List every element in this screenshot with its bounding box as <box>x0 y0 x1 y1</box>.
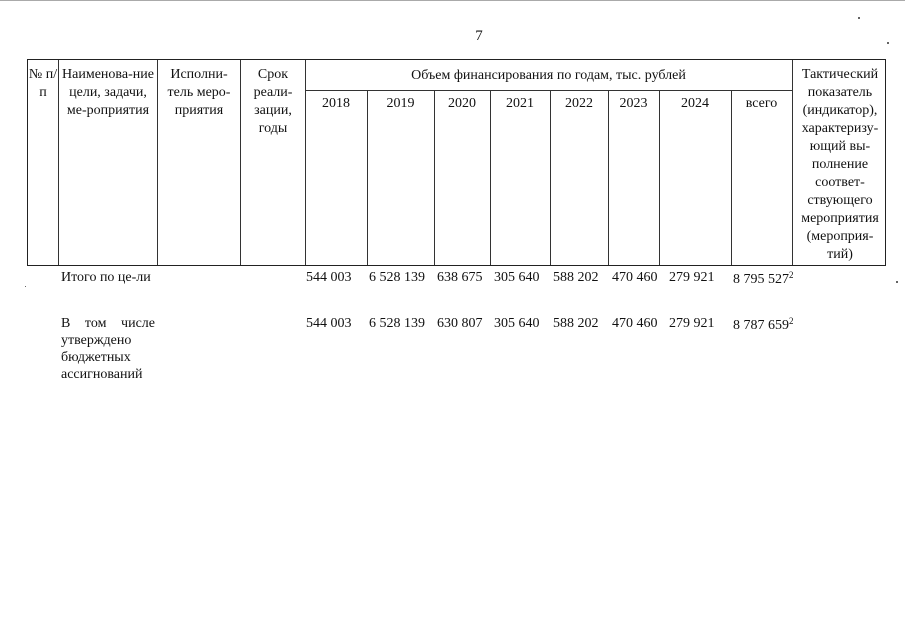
scan-speck <box>896 281 898 283</box>
header-term: Срок реали-зации, годы <box>253 67 293 136</box>
row-approved-value-2019: 6 528 139 <box>369 316 425 331</box>
column-divider <box>434 90 435 265</box>
row-total-value-2024: 279 921 <box>669 270 715 285</box>
column-divider <box>157 60 158 265</box>
row-approved-value-2024: 279 921 <box>669 316 715 331</box>
header-num: № п/п <box>28 67 58 100</box>
header-name: Наименова-ние цели, задачи, ме-роприятия <box>62 67 154 118</box>
funding-subheader-divider <box>305 90 792 91</box>
footnote-marker: 2 <box>789 270 794 280</box>
row-total-value-2018: 544 003 <box>306 270 352 285</box>
row-approved-value-2022: 588 202 <box>553 316 599 331</box>
column-divider <box>367 90 368 265</box>
scan-speck <box>25 286 26 287</box>
column-divider <box>490 90 491 265</box>
row-total-value-2022: 588 202 <box>553 270 599 285</box>
year-2023: 2023 <box>619 96 648 111</box>
column-divider <box>550 90 551 265</box>
scan-speck <box>887 42 889 44</box>
scan-edge-line <box>0 0 905 1</box>
row-approved-label: В том числе утверждено бюджетных ассигнований <box>61 316 155 382</box>
row-approved-value-2021: 305 640 <box>494 316 540 331</box>
row-approved-value-all <box>733 316 794 334</box>
year-2022: 2022 <box>565 96 593 111</box>
year-2018: 2018 <box>322 96 350 111</box>
header-funding: Объем финансирования по годам, тыс. рублей <box>411 68 686 83</box>
header-executor: Исполни-тель меро-приятия <box>167 67 231 118</box>
row-approved-value-2018: 544 003 <box>306 316 352 331</box>
row-total-value-2021: 305 640 <box>494 270 540 285</box>
year-2024: 2024 <box>681 96 709 111</box>
row-approved-value-2020: 630 807 <box>437 316 483 331</box>
column-divider <box>731 90 732 265</box>
row-approved-value-all-number: 8 787 659 <box>733 318 789 333</box>
footnote-marker: 2 <box>789 316 794 326</box>
row-total-label: Итого по це-ли <box>61 270 151 285</box>
row-total-value-all <box>733 270 794 288</box>
row-total-value-all-number: 8 795 527 <box>733 272 789 287</box>
header-indicator: Тактический показатель (индикатор), характеризу-ющий вы-полнение соответ-ствующего мероприятия (мероприя-тий) <box>801 67 879 262</box>
column-divider <box>58 60 59 265</box>
year-total: всего <box>745 96 778 111</box>
column-divider <box>240 60 241 265</box>
year-2020: 2020 <box>448 96 476 111</box>
year-2021: 2021 <box>506 96 534 111</box>
scan-speck <box>858 17 860 19</box>
row-total-value-2020: 638 675 <box>437 270 483 285</box>
column-divider <box>608 90 609 265</box>
row-approved-value-2023: 470 460 <box>612 316 658 331</box>
column-divider <box>659 90 660 265</box>
row-total-value-2019: 6 528 139 <box>369 270 425 285</box>
financing-table-header <box>27 59 886 266</box>
page-number: 7 <box>475 28 483 44</box>
column-divider <box>792 60 793 265</box>
row-total-value-2023: 470 460 <box>612 270 658 285</box>
year-2019: 2019 <box>386 96 415 111</box>
